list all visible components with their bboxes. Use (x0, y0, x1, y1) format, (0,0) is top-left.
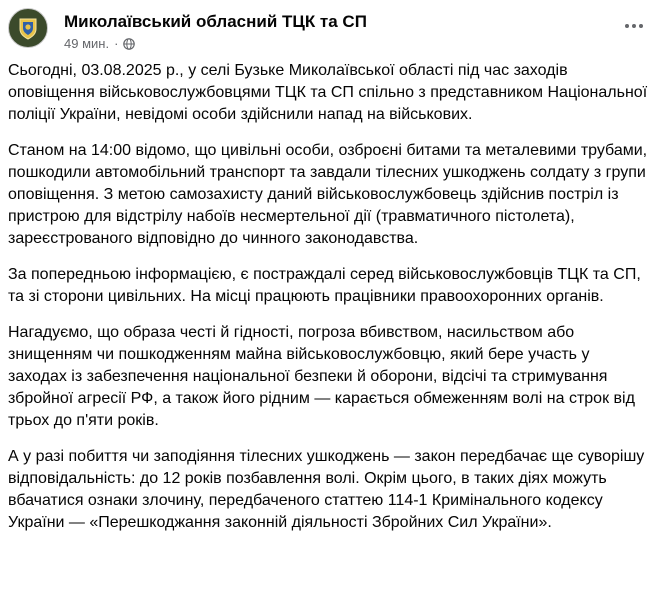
globe-icon[interactable] (123, 38, 135, 50)
post-body (8, 60, 652, 548)
more-horizontal-icon (625, 24, 629, 28)
post-paragraph: А у разі побиття чи заподіяння тілесних ушкоджень — закон передбачає ще суворішу відповідальність: до 12 років позбавлення волі. Окрім цього, в таких діях можуть вбачатися ознаки злочину, передбаченого статтею 114-1 Кримінального кодексу України — «Перешкоджання законній діяльності Збройних Сил України». (8, 448, 645, 531)
meta-separator: · (114, 36, 119, 51)
more-options-button[interactable] (621, 14, 647, 38)
avatar[interactable] (8, 8, 48, 48)
post-paragraph: За попередньою інформацією, є постраждалі серед військовослужбовців ТЦК та СП, та зі сторони цивільних. На місці працюють працівники правоохоронних органів. (8, 266, 641, 305)
post-header (8, 8, 647, 58)
post-meta (64, 36, 135, 51)
coat-of-arms-icon (14, 14, 42, 42)
post-paragraph: Нагадуємо, що образа честі й гідності, погроза вбивством, насильством або знищенням чи пошкодженням майна військовослужбовцю, який бере участь у заходах із забезпечення національної безпеки й оборони, відсічі та стримування збройної агресії РФ, а також його рідним — карається обмеженням волі на строк від трьох до п'яти років. (8, 324, 635, 429)
post-paragraph: Станом на 14:00 відомо, що цивільні особи, озброєні битами та металевими трубами, пошкодили автомобільний транспорт та завдали тілесних ушкоджень солдату з групи оповіщення. З метою самозахисту даний військовослужбовець здійснив постріл із пристрою для відстрілу набоїв несмертельної дії (травматичного пістолета), зареєстрованого відповідно до чинного законодавства. (8, 142, 648, 247)
post-author[interactable]: Миколаївський обласний ТЦК та СП (64, 12, 367, 31)
post-paragraph: Сьогодні, 03.08.2025 р., у селі Бузьке Миколаївської області під час заходів оповіщення військовослужбовцями ТЦК та СП спільно з представником Національної поліції України, невідомі особи здійснили напад на військових. (8, 62, 648, 123)
post-time[interactable]: 49 мин. (64, 36, 110, 51)
